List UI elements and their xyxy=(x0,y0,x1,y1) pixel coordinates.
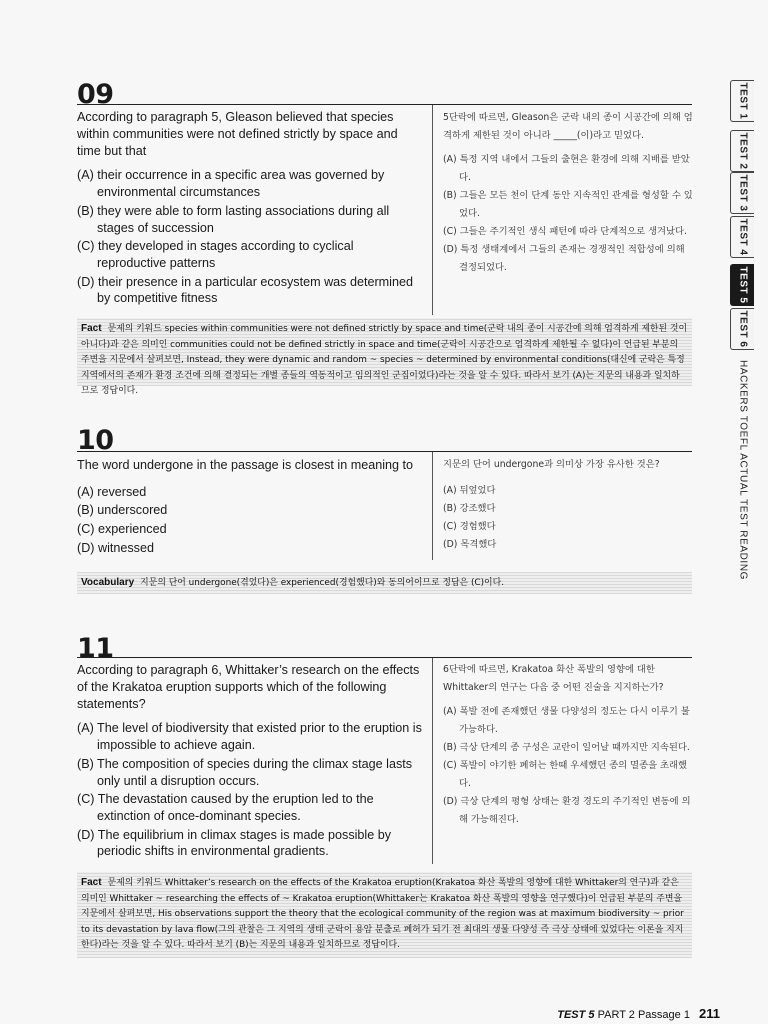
option-ko: (D) 극상 단계의 평형 상태는 환경 경도의 주기적인 변동에 의해 가능해진다. xyxy=(443,796,691,825)
column-divider xyxy=(432,452,433,560)
explanation-text: 지문의 단어 undergone(겪었다)은 experienced(경험했다)와 동의어이므로 정답은 (C)이다. xyxy=(140,578,505,588)
question-english xyxy=(77,662,422,862)
question-stem-ko: 6단락에 따르면, Krakatoa 화산 폭발의 영향에 대한 Whittaker의 연구는 다음 중 어떤 진술을 지지하는가? xyxy=(443,664,664,693)
option-ko: (A) 뒤엎었다 xyxy=(443,485,496,496)
side-tab-test-2[interactable] xyxy=(730,130,754,172)
answer-option-a[interactable]: (A) reversed xyxy=(77,484,147,499)
side-tab-test-1[interactable] xyxy=(730,80,754,122)
question-divider xyxy=(77,451,692,452)
answer-option-b[interactable]: (B) they were able to form lasting associations during all stages of succession xyxy=(77,203,390,235)
footer-test-label: TEST 5 xyxy=(557,1009,595,1021)
question-number: 09 xyxy=(77,79,114,110)
question-divider xyxy=(77,657,692,658)
explanation-box xyxy=(77,872,692,958)
explanation-text: 문제의 키워드 species within communities were not defined strictly by space and time(군락 내의 종이 시공간에 의해 엄격하게 제한된 것이 아니다)과 같은 의미인 communities could not be defined strictly in space and time(군락이 시공간으로 엄격하게 제한될 수 없다)이 언급된 부분의 주변을 지문에서 살펴보면, Instead, they were dynamic and random ~ species ~ determined by environmental conditions(대신에 군락은 특정 지역에서의 존재가 환경 조건에 의해 결정되는 개별 종들의 역동적이고 임의적인 군집이었다)라는 것을 알 수 있다. 따라서 보기 (A)는 지문의 내용과 일치하므로 정답이다. xyxy=(81,324,688,396)
answer-option-c[interactable]: (C) The devastation caused by the eruption led to the extinction of once-dominant species. xyxy=(77,792,374,823)
explanation-text: 문제의 키워드 Whittaker’s research on the effects of the Krakatoa eruption(Krakatoa 화산 폭발의 영향에 대한 Whittaker의 연구)과 같은 의미인 Whittaker ~ researching the effects of ~ Krakatoa eruption(Whittaker는 Krakatoa 화산 폭발의 영향을 연구했다)이 언급된 부분의 주변을 지문에서 살펴보면, His observations support the theory that the ecological community of the region was at maximum biodiversity ~ prior to its devastation by lava flow(그의 관찰은 그 지역의 생태 군락이 용암 분출로 폐허가 되기 전 최대의 생물 다양성 즉 극상 상태에 있었다는 이론을 지지한다)라는 것을 알 수 있다. 따라서 보기 (B)는 지문의 내용과 일치하므로 정답이다. xyxy=(81,878,684,950)
page-number: 211 xyxy=(699,1006,720,1021)
column-divider xyxy=(432,658,433,864)
side-tab-label: TEST 6 xyxy=(737,310,748,348)
option-ko: (B) 강조했다 xyxy=(443,503,496,514)
side-tab-label: TEST 4 xyxy=(737,218,748,256)
answer-option-d[interactable]: (D) The equilibrium in climax stages is made possible by periodic shifts in environmental gradients. xyxy=(77,827,392,859)
explanation-tag: Fact xyxy=(81,877,102,888)
option-ko: (C) 그들은 주기적인 생식 패턴에 따라 단계적으로 생겨났다. xyxy=(443,226,687,237)
answer-option-c[interactable]: (C) experienced xyxy=(77,521,167,536)
page-footer xyxy=(557,1006,720,1021)
question-divider xyxy=(77,104,692,105)
question-number: 11 xyxy=(77,633,114,664)
side-tab-test-4[interactable] xyxy=(730,216,754,258)
answer-option-a[interactable]: (A) The level of biodiversity that existed prior to the eruption is impossible to achieve again. xyxy=(77,721,422,753)
side-tab-label: TEST 5 xyxy=(737,266,748,304)
question-korean xyxy=(443,109,693,277)
explanation-tag: Fact xyxy=(81,323,102,334)
side-tab-label: TEST 1 xyxy=(737,82,748,120)
question-stem: According to paragraph 5, Gleason believed that species within communities were not defined strictly by space and time but that xyxy=(77,110,398,158)
question-stem-ko: 지문의 단어 undergone과 의미상 가장 유사한 것은? xyxy=(443,459,660,470)
answer-option-a[interactable]: (A) their occurrence in a specific area was governed by environmental circumstances xyxy=(77,168,385,200)
answer-option-d[interactable]: (D) witnessed xyxy=(77,540,154,555)
question-korean xyxy=(443,661,693,829)
option-ko: (C) 경험했다 xyxy=(443,521,496,532)
answer-option-b[interactable]: (B) The composition of species during the climax stage lasts only until a disruption occurs. xyxy=(77,756,413,788)
option-ko: (A) 폭발 전에 존재했던 생물 다양성의 정도는 다시 이루기 불가능하다. xyxy=(443,706,690,735)
side-book-title: HACKERS TOEFL ACTUAL TEST READING xyxy=(737,359,749,581)
answer-option-c[interactable]: (C) they developed in stages according to cyclical reproductive patterns xyxy=(77,239,354,270)
side-tab-label: TEST 3 xyxy=(737,174,748,212)
side-tab-test-5[interactable] xyxy=(730,264,754,306)
column-divider xyxy=(432,105,433,315)
option-ko: (B) 그들은 모든 천이 단계 동안 지속적인 관계를 형성할 수 있었다. xyxy=(443,190,693,219)
footer-part-label: PART 2 Passage 1 xyxy=(597,1009,690,1021)
question-stem: The word undergone in the passage is closest in meaning to xyxy=(77,458,414,472)
side-tab-test-6[interactable] xyxy=(730,308,754,350)
question-korean xyxy=(443,456,693,554)
explanation-box xyxy=(77,572,692,594)
option-ko: (B) 극상 단계의 종 구성은 교란이 일어날 때까지만 지속된다. xyxy=(443,742,690,753)
option-ko: (D) 특정 생태계에서 그들의 존재는 경쟁적인 적합성에 의해 결정되었다. xyxy=(443,244,685,273)
option-ko: (D) 목격했다 xyxy=(443,539,497,550)
question-stem-ko: 5단락에 따르면, Gleason은 군락 내의 종이 시공간에 의해 엄격하게 제한된 것이 아니라 _____(이)라고 믿었다. xyxy=(443,112,693,141)
explanation-box xyxy=(77,318,692,396)
option-ko: (C) 폭발이 야기한 폐허는 한때 우세했던 종의 멸종을 초래했다. xyxy=(443,760,687,789)
answer-option-b[interactable]: (B) underscored xyxy=(77,503,168,518)
option-ko: (A) 특정 지역 내에서 그들의 출현은 환경에 의해 지배를 받았다. xyxy=(443,154,690,183)
question-english xyxy=(77,457,422,558)
answer-option-d[interactable]: (D) their presence in a particular ecosystem was determined by competitive fitness xyxy=(77,274,413,306)
question-stem: According to paragraph 6, Whittaker’s research on the effects of the Krakatoa eruption supports which of the following statements? xyxy=(77,663,420,711)
question-english xyxy=(77,109,422,309)
question-number: 10 xyxy=(77,425,114,456)
side-tab-test-3[interactable] xyxy=(730,172,754,214)
explanation-tag: Vocabulary xyxy=(81,577,135,588)
side-tab-label: TEST 2 xyxy=(737,132,748,170)
